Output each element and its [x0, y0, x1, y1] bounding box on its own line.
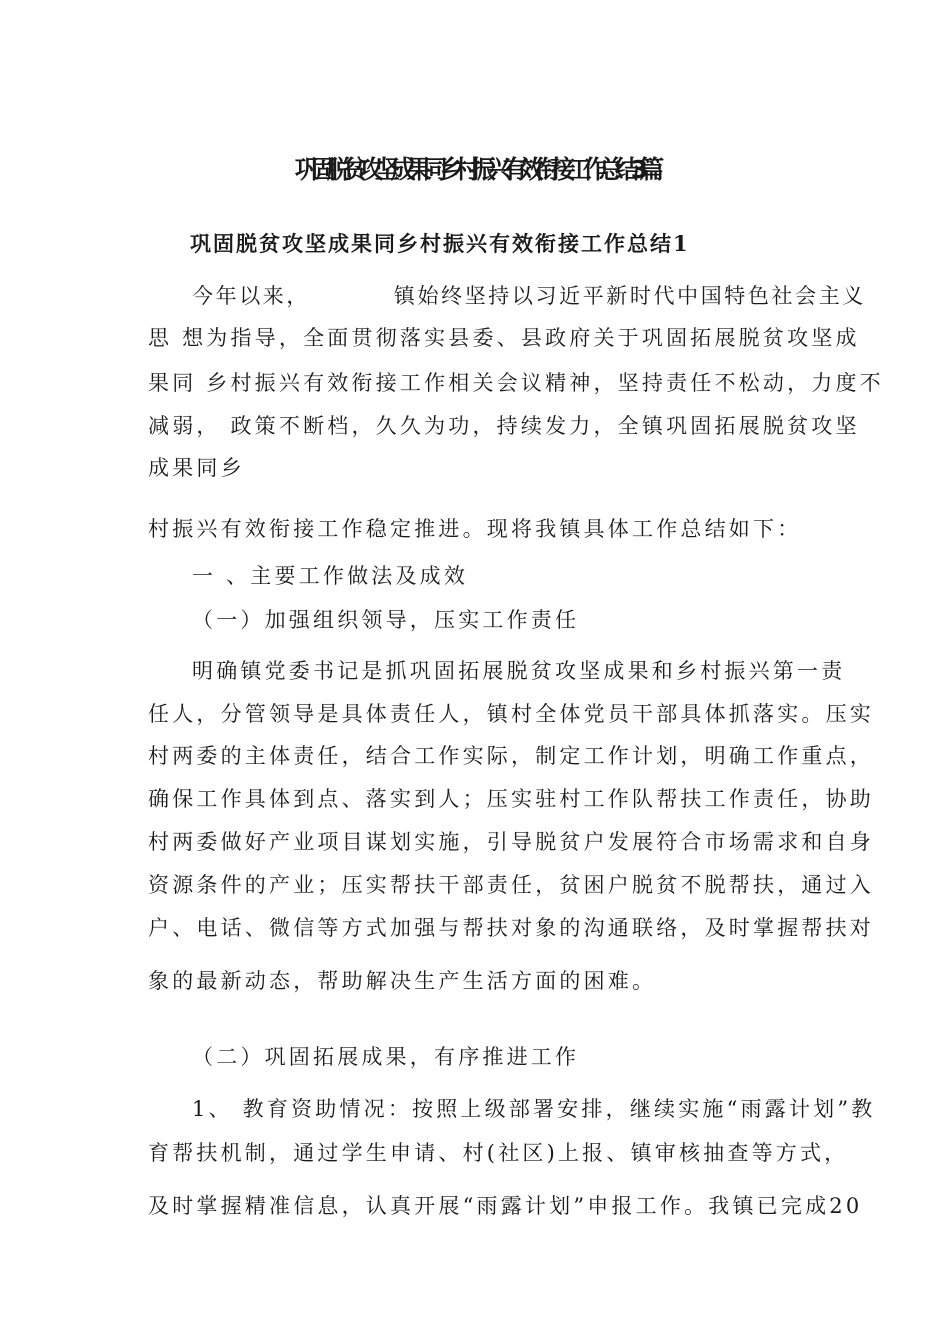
paragraph-line: 象的最新动态，帮助解决生产生活方面的困难。	[148, 969, 657, 993]
paragraph-line: 及时掌握精准信息，认真开展“雨露计划”申报工作。我镇已完成20	[148, 1194, 863, 1218]
document-title: 巩固脱贫攻坚成果同乡村振兴有效衔接工作总结3篇	[294, 155, 656, 184]
paragraph-line: 明确镇党委书记是抓巩固拓展脱贫攻坚成果和乡村振兴第一责	[192, 659, 846, 683]
paragraph-line: 减弱， 政策不断档，久久为功，持续发力，全镇巩固拓展脱贫攻坚	[148, 414, 860, 438]
paragraph-line: 1、 教育资助情况：按照上级部署安排，继续实施“雨露计划”教	[192, 1097, 876, 1121]
paragraph-line: 思 想为指导，全面贯彻落实县委、县政府关于巩固拓展脱贫攻坚成	[148, 326, 860, 350]
paragraph-line: 村两委的主体责任，结合工作实际，制定工作计划，明确工作重点，	[148, 744, 874, 768]
paragraph-line: 确保工作具体到点、落实到人；压实驻村工作队帮扶工作责任，协助	[148, 787, 874, 811]
paragraph-line: 任人，分管领导是具体责任人，镇村全体党员干部具体抓落实。压实	[148, 702, 874, 726]
section-subtitle: 巩固脱贫攻坚成果同乡村振兴有效衔接工作总结1	[190, 231, 690, 256]
paragraph-line: 资源条件的产业；压实帮扶干部责任，贫困户脱贫不脱帮扶，通过入	[148, 873, 874, 897]
paragraph-line: 果同 乡村振兴有效衔接工作相关会议精神，坚持责任不松动，力度不	[148, 371, 884, 395]
paragraph-line: 村振兴有效衔接工作稳定推进。现将我镇具体工作总结如下：	[148, 517, 802, 541]
subsection-heading: （一）加强组织领导，压实工作责任	[192, 608, 580, 632]
paragraph-line: 育帮扶机制，通过学生申请、村(社区)上报、镇审核抽查等方式，	[148, 1141, 849, 1165]
paragraph-line: 村两委做好产业项目谋划实施，引导脱贫户发展符合市场需求和自身	[148, 830, 874, 854]
subsection-heading: （二）巩固拓展成果，有序推进工作	[192, 1045, 580, 1069]
section-heading: 一 、主要工作做法及成效	[192, 564, 469, 588]
paragraph-line: 今年以来， 镇始终坚持以习近平新时代中国特色社会主义	[192, 284, 866, 308]
paragraph-line: 成果同乡	[148, 456, 245, 480]
paragraph-line: 户、电话、微信等方式加强与帮扶对象的沟通联络，及时掌握帮扶对	[148, 916, 874, 940]
